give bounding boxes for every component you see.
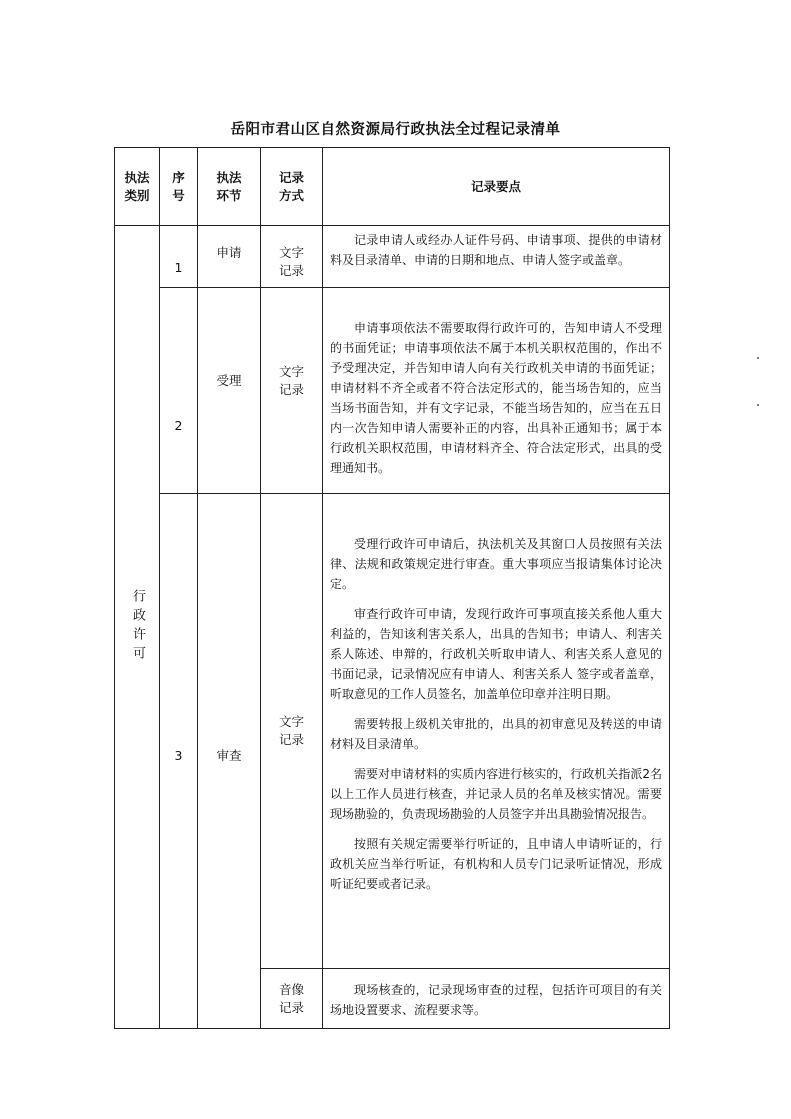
row3-method-text: 文字 记录: [278, 714, 304, 747]
row1-points: 记录申请人或经办人证件号码、申请事项、提供的申请材料及目录清单、申请的日期和地点、申请人签字或盖章。: [330, 233, 662, 267]
header-category: 执法 类别: [124, 169, 150, 203]
scan-speck: [757, 404, 759, 406]
review-point-2: 审查行政许可申请，发现行政许可事项直接关系他人重大利益的，告知该利害关系人，出具的告知书；申请人、利害关系人陈述、申辩的，行政机关听取申请人、利害关系人意见的书面记录，记录情况应有申请人、利害关系人 签字或者盖章，听取意见的工作人员签名，加盖单位印章并注明日期。: [330, 607, 662, 701]
row3-points: [330, 534, 662, 894]
row3-method-av: 音像 记录: [278, 981, 304, 1015]
document-title: 岳阳市君山区自然资源局行政执法全过程记录清单: [230, 122, 561, 138]
header-seq: 序 号: [172, 169, 185, 203]
row1-stage: 申请: [216, 245, 242, 260]
review-point-5: 按照有关规定需要举行听证的，且申请人申请听证的，行政机关应当举行听证，有机构和人员专门记录听证情况，形成听证纪要或者记录。: [330, 837, 662, 891]
row2-stage: 受理: [216, 372, 242, 388]
row2-method: 文字 记录: [278, 363, 304, 397]
header-method: 记录 方式: [278, 169, 304, 203]
row3-seq: 3: [174, 748, 183, 763]
row3-av-points: 现场核查的，记录现场审查的过程，包括许可项目的有关场地设置要求、流程要求等。: [330, 983, 662, 1017]
review-point-1: 受理行政许可申请后，执法机关及其窗口人员按照有关法律、法规和政策规定进行审查。重大事项应当报请集体讨论决定。: [330, 537, 662, 591]
scan-speck: [757, 357, 759, 359]
header-points: 记录要点: [470, 178, 521, 194]
category-cell: [115, 226, 159, 1028]
review-point-3: 需要转报上级机关审批的，出具的初审意见及转送的申请材料及目录清单。: [330, 717, 662, 751]
header-stage: 执法 环节: [216, 169, 242, 203]
row1-seq: 1: [174, 260, 183, 275]
row1-method: 文字 记录: [278, 244, 304, 278]
row2-points: 申请事项依法不需要取得行政许可的，告知申请人不受理的书面凭证；申请事项依法不属于本机关职权范围的，作出不予受理决定，并告知申请人向有关行政机关申请的书面凭证；申请材料不齐全或者不符合法定形式的，能当场告知的，应当当场书面告知，并有文字记录，不能当场告知的，应当在五日内一次告知申请人需要补正的内容，出具补正通知书；属于本行政机关职权范围，申请材料齐全、符合法定形式，出具的受理通知书。: [330, 321, 662, 475]
row2-seq: 2: [174, 417, 183, 433]
review-point-4: 需要对申请材料的实质内容进行核实的，行政机关指派2名以上工作人员进行核查，并记录人员的名单及核实情况。需要现场勘验的，负责现场勘验的人员签字并出具勘验情况报告。: [330, 767, 662, 821]
category-label: 行政许可: [130, 589, 145, 665]
row3-stage: 审查: [216, 748, 242, 763]
